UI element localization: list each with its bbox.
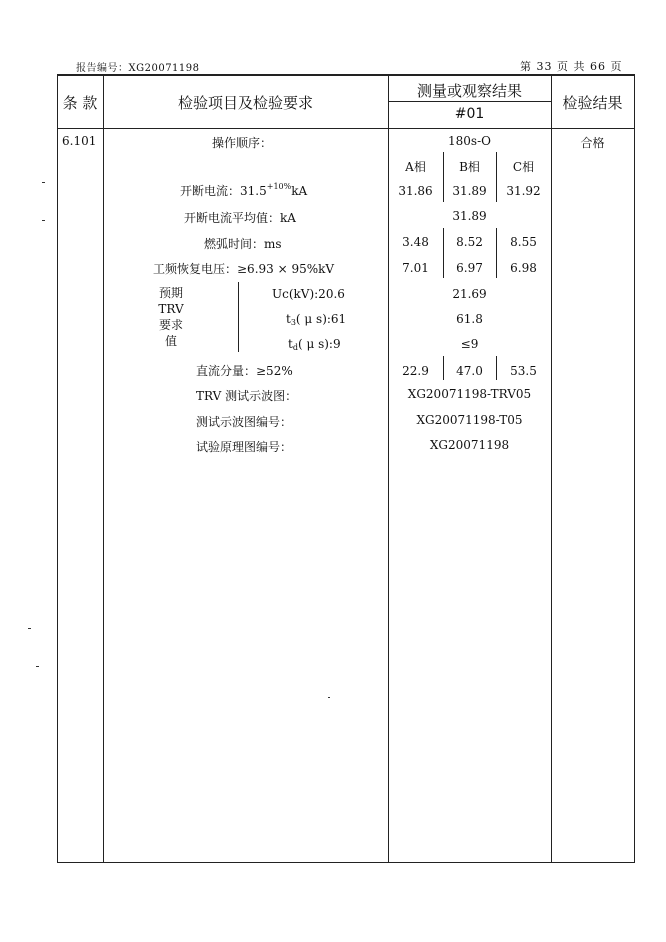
trv-wave-value: XG20071198-TRV05	[407, 387, 532, 401]
scan-speck	[42, 182, 45, 183]
uc-value: 21.69	[452, 287, 487, 301]
uc-label: Uc(kV):20.6	[272, 287, 345, 301]
wave-number-label: 测试示波图编号：	[196, 415, 293, 429]
result-header: 检验结果	[562, 94, 623, 112]
header-bottom-border	[57, 128, 635, 129]
measure-header: 测量或观察结果	[416, 82, 522, 100]
t3-label: $t_3$( μ s):61	[286, 312, 347, 327]
left-border	[57, 74, 58, 863]
scan-speck	[328, 697, 330, 698]
operation-label: 操作顺序：	[212, 136, 273, 150]
dc-component-a: 22.9	[402, 364, 429, 378]
arc-time-label: 燃弧时间：ms	[204, 237, 282, 251]
recovery-voltage-c: 6.98	[510, 261, 537, 275]
dc-component-b: 47.0	[456, 364, 483, 378]
breaking-current-c: 31.92	[506, 184, 541, 198]
scan-speck	[42, 220, 45, 221]
trv-label-line-3: 要求	[158, 318, 183, 332]
report-number: 报告编号：XG20071198	[76, 63, 200, 74]
measure-divider	[551, 74, 552, 863]
trv-wave-label: TRV 测试示波图：	[196, 389, 298, 403]
td-value: ≤9	[460, 337, 479, 351]
clause-divider	[103, 74, 104, 863]
dc-component-label: 直流分量：≥52%	[196, 364, 293, 378]
trv-bracket-line	[238, 282, 239, 352]
td-label: $t_d$( μ s):9	[288, 337, 341, 352]
right-border	[634, 74, 635, 863]
page-info: 第 33 页 共 66 页	[520, 60, 623, 73]
avg-current-label: 开断电流平均值：kA	[184, 211, 296, 225]
phase-b-label: B相	[459, 160, 480, 174]
breaking-current-b: 31.89	[452, 184, 487, 198]
phase-a-label: A相	[405, 160, 426, 174]
operation-value: 180s-O	[448, 134, 491, 148]
clause-header: 条 款	[62, 94, 98, 112]
result-value: 合格	[580, 136, 605, 150]
wave-number-value: XG20071198-T05	[416, 413, 523, 427]
breaking-current-label: 开断电流：$31.5^{+10\%}kA$	[180, 182, 308, 198]
measure-subheader-line	[388, 101, 551, 102]
recovery-voltage-b: 6.97	[456, 261, 483, 275]
sample-header: #01	[454, 106, 485, 122]
phase-c-label: C相	[512, 160, 535, 174]
trv-label-line-2: TRV	[158, 302, 184, 316]
dc-component-c: 53.5	[510, 364, 537, 378]
trv-label-line-4: 值	[164, 334, 177, 348]
scan-speck	[36, 666, 39, 667]
clause-number: 6.101	[62, 134, 97, 148]
arc-time-b: 8.52	[456, 235, 483, 249]
scan-speck	[28, 628, 31, 629]
table-bottom-border	[57, 862, 635, 863]
arc-time-a: 3.48	[402, 235, 429, 249]
recovery-voltage-label: 工频恢复电压：≥6.93 × 95%kV	[153, 262, 335, 276]
trv-requirement-label	[146, 285, 196, 349]
t3-value: 61.8	[456, 312, 483, 326]
arc-time-c: 8.55	[510, 235, 537, 249]
table-top-border	[57, 74, 635, 76]
breaking-current-a: 31.86	[398, 184, 433, 198]
principle-diagram-label: 试验原理图编号：	[196, 440, 293, 454]
trv-label-line-1: 预期	[158, 286, 183, 300]
recovery-voltage-a: 7.01	[402, 261, 429, 275]
avg-current-value: 31.89	[452, 209, 487, 223]
principle-diagram-value: XG20071198	[429, 438, 510, 452]
item-header: 检验项目及检验要求	[177, 94, 313, 112]
